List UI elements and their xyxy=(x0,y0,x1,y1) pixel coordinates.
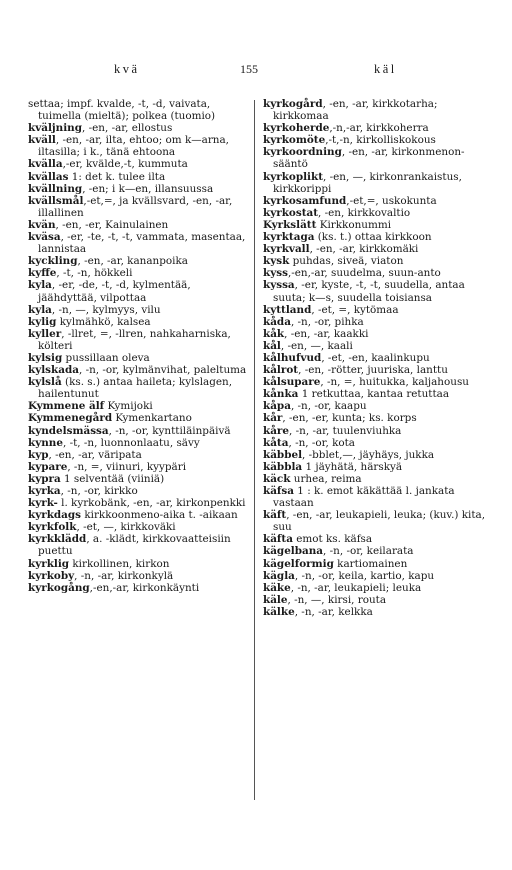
definition: , -n, -ar, tuulenviuhka xyxy=(289,424,402,437)
definition: , -en, kirkkovaltio xyxy=(318,206,411,219)
definition: , -en, -ar, kirkonmenon-sääntö xyxy=(273,146,465,171)
dictionary-entry xyxy=(263,461,489,473)
headword: kyss xyxy=(263,267,288,280)
dictionary-entry xyxy=(28,183,248,195)
definition: , -n, -or, kynttiläinpäivä xyxy=(108,424,231,437)
dictionary-entry xyxy=(263,207,489,219)
definition: , -n, -or, keila, kartio, kapu xyxy=(294,569,435,582)
headword: kyrkosamfund xyxy=(263,194,347,207)
dictionary-entry xyxy=(263,352,489,364)
dictionary-entry xyxy=(263,473,489,485)
headword: kål xyxy=(263,339,281,352)
definition: , -n, -or, kirkko xyxy=(60,485,138,497)
dictionary-entry xyxy=(28,195,248,219)
headword: kyp xyxy=(28,448,49,461)
headword: kväljning xyxy=(28,122,82,135)
definition: , -n, -ar, kirkonkylä xyxy=(74,569,174,582)
definition: , -en, -ar, ilta, ehtoo; om k—arna, iltasilla; i k., tänä ehtoona xyxy=(38,134,229,159)
headword: kyrkoby xyxy=(28,569,75,582)
left-column xyxy=(28,98,248,594)
headword: käfta xyxy=(263,533,293,546)
headword: kväll xyxy=(28,134,56,147)
dictionary-entry xyxy=(263,533,489,545)
definition: , -en, -rötter, juuriska, lanttu xyxy=(298,364,448,377)
right-column xyxy=(263,98,489,618)
definition: , -n, =, huitukka, kaljahousu xyxy=(320,376,469,389)
dictionary-entry xyxy=(28,425,248,437)
dictionary-entry xyxy=(263,98,489,122)
headword: käck xyxy=(263,472,291,485)
dictionary-entry xyxy=(28,570,248,582)
definition: , -en, -ar, väripata xyxy=(48,448,142,461)
definition: kirkollinen, kirkon xyxy=(69,557,170,570)
dictionary-entry xyxy=(28,352,248,364)
definition: , -et, -en, kaalinkupu xyxy=(321,351,430,364)
definition: , -en, -er, kunta; ks. korps xyxy=(282,412,417,425)
headword: kvälla xyxy=(28,158,63,171)
headword: käle xyxy=(263,593,288,606)
dictionary-entry xyxy=(28,316,248,328)
dictionary-entry xyxy=(263,195,489,207)
dictionary-entry xyxy=(263,388,489,400)
definition: , -er, kyste, -t, -t, suudella, antaa suuta; k—s, suudella toisiansa xyxy=(273,279,465,304)
headword: kålhufvud xyxy=(263,351,322,364)
headword: kynne xyxy=(28,436,63,449)
headword: kyrkdags xyxy=(28,509,82,522)
dictionary-entry xyxy=(28,134,248,158)
definition: , -et, =, kytömaa xyxy=(311,303,399,316)
definition: ,-t,-n, kirkolliskokous xyxy=(325,134,436,147)
definition: 1: det k. tulee ilta xyxy=(68,170,166,183)
definition: , -en; i k—en, illansuussa xyxy=(82,182,214,195)
definition: , -en, -ar, leukapieli, leuka; (kuv.) kita, suu xyxy=(273,509,486,534)
guide-word-left: kvä xyxy=(114,62,140,76)
definition: 1 : k. emot käkättää l. jankata vastaan xyxy=(273,485,455,510)
dictionary-entry xyxy=(263,570,489,582)
headword: kylig xyxy=(28,315,57,328)
headword: kyssa xyxy=(263,279,295,292)
definition: , -n, =, viinuri, kyypäri xyxy=(67,460,187,473)
dictionary-entry xyxy=(28,449,248,461)
dictionary-entry xyxy=(28,437,248,449)
dictionary-entry xyxy=(263,582,489,594)
dictionary-entry xyxy=(28,267,248,279)
dictionary-entry xyxy=(28,98,248,122)
definition: l. kyrkobänk, -en, -ar, kirkonpenkki xyxy=(57,497,246,510)
headword: kyndelsmässa xyxy=(28,424,109,437)
dictionary-entry xyxy=(28,509,248,521)
definition: emot ks. käfsa xyxy=(292,533,373,546)
dictionary-entry xyxy=(263,146,489,170)
dictionary-entry xyxy=(28,473,248,485)
page-number: 155 xyxy=(240,62,258,76)
definition: urhea, reima xyxy=(290,472,362,485)
dictionary-entry xyxy=(263,485,489,509)
dictionary-entry xyxy=(263,558,489,570)
headword: kyrk- xyxy=(28,497,58,510)
headword: kyrkklädd xyxy=(28,533,87,546)
headword: kvällsmål xyxy=(28,194,84,207)
headword: kåk xyxy=(263,327,285,340)
definition: , -en, -er, Kainulainen xyxy=(55,218,169,231)
definition: 1 jäyhätä, härskyä xyxy=(302,460,403,473)
dictionary-entry xyxy=(263,134,489,146)
headword: kvällas xyxy=(28,170,69,183)
dictionary-entry xyxy=(263,267,489,279)
headword: kyrkogård xyxy=(263,98,323,110)
definition: , -n, —, kirsi, routa xyxy=(287,593,387,606)
dictionary-entry xyxy=(263,545,489,557)
dictionary-entry xyxy=(263,219,489,231)
headword: kånka xyxy=(263,388,299,401)
definition: , -n, -or, kota xyxy=(288,436,356,449)
definition: , -er, -te, -t, -t, vammata, masentaa, lannistaa xyxy=(38,231,246,256)
headword: kåta xyxy=(263,436,289,449)
headword: kypare xyxy=(28,460,68,473)
headword: kyrktaga xyxy=(263,231,315,244)
definition: pussillaan oleva xyxy=(62,351,150,364)
headword: kyrkoplikt xyxy=(263,170,323,183)
definition: puhdas, siveä, viaton xyxy=(289,255,404,268)
definition: , -en, -ar, kaakki xyxy=(284,327,369,340)
dictionary-entry xyxy=(263,376,489,388)
definition: , -n, -or, pihka xyxy=(290,315,364,328)
definition: , -t, -n, luonnonlaatu, sävy xyxy=(62,436,200,449)
definition: , -llret, =, -llren, nahkaharniska, költeri xyxy=(38,327,231,352)
dictionary-entry xyxy=(263,606,489,618)
page-header xyxy=(0,62,512,78)
definition: Kymenkartano xyxy=(112,412,192,425)
definition: ,-et,=, uskokunta xyxy=(346,194,437,207)
definition: , -en, -ar, kananpoika xyxy=(77,255,188,268)
dictionary-entry xyxy=(28,521,248,533)
definition: , -en, —, kaali xyxy=(280,339,353,352)
definition: , -t, -n, hökkeli xyxy=(56,267,133,280)
headword: kväsa xyxy=(28,231,61,244)
dictionary-entry xyxy=(28,171,248,183)
headword: kägelbana xyxy=(263,545,324,558)
dictionary-entry xyxy=(263,304,489,316)
dictionary-entry xyxy=(28,497,248,509)
headword: käbbla xyxy=(263,460,303,473)
dictionary-entry xyxy=(263,328,489,340)
dictionary-entry xyxy=(263,449,489,461)
headword: kår xyxy=(263,412,283,425)
dictionary-entry xyxy=(28,485,248,497)
dictionary-entry xyxy=(28,122,248,134)
definition: ,-en,-ar, kirkonkäynti xyxy=(89,581,200,594)
definition: Kirkkonummi xyxy=(316,218,392,231)
headword: kyrkoordning xyxy=(263,146,342,159)
definition: ,-et,=, ja kvällsvard, -en, -ar, illallinen xyxy=(38,194,233,219)
definition: Kymijoki xyxy=(104,400,153,413)
definition: 1 selventää (viiniä) xyxy=(60,472,165,485)
headword: kålrot xyxy=(263,364,299,377)
dictionary-entry xyxy=(28,158,248,170)
definition: ,-er, kvälde,-t, kummuta xyxy=(62,158,188,171)
headword: kåre xyxy=(263,424,290,437)
headword: kyrkogång xyxy=(28,581,90,594)
dictionary-entry xyxy=(28,279,248,303)
definition: , -bblet,—, jäyhäys, jukka xyxy=(302,448,435,461)
definition: kartiomainen xyxy=(333,557,408,570)
dictionary-entry xyxy=(28,533,248,557)
definition: (ks. s.) antaa haileta; kylslagen, hailentunut xyxy=(38,376,233,401)
headword: kylsig xyxy=(28,351,63,364)
dictionary-entry xyxy=(263,171,489,195)
headword: kyrkostat xyxy=(263,206,319,219)
column-divider xyxy=(254,100,255,800)
dictionary-entry xyxy=(28,412,248,424)
definition: 1 retkuttaa, kantaa retuttaa xyxy=(298,388,450,401)
headword: Kymmenegård xyxy=(28,412,113,425)
definition: (ks. t.) ottaa kirkkoon xyxy=(314,231,432,244)
headword: kälke xyxy=(263,605,295,618)
dictionary-entry xyxy=(28,461,248,473)
headword: kägla xyxy=(263,569,295,582)
headword: kyrkfolk xyxy=(28,521,77,534)
definition: ,-en,-ar, suudelma, suun-anto xyxy=(287,267,441,280)
definition: kirkkoonmeno-aika t. -aikaan xyxy=(81,509,238,522)
headword: kägelformig xyxy=(263,557,334,570)
headword: kåpa xyxy=(263,400,291,413)
headword: kålsupare xyxy=(263,376,321,389)
definition: settaa; impf. kvalde, -t, -d, vaivata, tuimella (mieltä); polkea (tuomio) xyxy=(28,98,216,123)
headword: kyrkvall xyxy=(263,243,310,256)
dictionary-entry xyxy=(28,364,248,376)
dictionary-entry xyxy=(263,425,489,437)
definition: , -n, -or, kaapu xyxy=(290,400,367,413)
headword: Kyrkslätt xyxy=(263,218,317,231)
definition: , -en, -ar, kirkkotarha; kirkkomaa xyxy=(273,98,438,123)
headword: kyla xyxy=(28,303,52,316)
definition: , -n, -or, kylmänvihat, paleltuma xyxy=(78,364,247,377)
definition: , -er, -de, -t, -d, kylmentää, jäähdyttää, vilpottaa xyxy=(38,279,191,304)
headword: kåda xyxy=(263,315,291,328)
headword: kysk xyxy=(263,255,290,268)
definition: , -et, —, kirkkoväki xyxy=(76,521,176,534)
headword: kvän xyxy=(28,218,56,231)
headword: kyller xyxy=(28,327,62,340)
definition: , -n, -or, keilarata xyxy=(323,545,414,558)
definition: , -en, -ar, kirkkomäki xyxy=(309,243,419,256)
dictionary-entry xyxy=(263,509,489,533)
headword: käfsa xyxy=(263,485,294,497)
headword: kyttland xyxy=(263,303,312,316)
headword: kyrkomöte xyxy=(263,134,326,147)
headword: käbbel xyxy=(263,448,303,461)
headword: kyrklig xyxy=(28,557,70,570)
dictionary-entry xyxy=(263,340,489,352)
headword: kypra xyxy=(28,472,61,485)
dictionary-entry xyxy=(263,279,489,303)
dictionary-entry xyxy=(263,231,489,243)
dictionary-entry xyxy=(28,582,248,594)
definition: ,-n,-ar, kirkkoherra xyxy=(329,122,429,135)
headword: kyrka xyxy=(28,485,61,497)
dictionary-entry xyxy=(263,364,489,376)
dictionary-entry xyxy=(28,219,248,231)
headword: kvällning xyxy=(28,182,83,195)
dictionary-entry xyxy=(263,437,489,449)
dictionary-entry xyxy=(28,255,248,267)
definition: kylmähkö, kalsea xyxy=(56,315,151,328)
headword: kyffe xyxy=(28,267,57,280)
dictionary-entry xyxy=(28,558,248,570)
headword: Kymmene älf xyxy=(28,400,105,413)
dictionary-entry xyxy=(28,231,248,255)
definition: , -en, —, kirkonrankaistus, kirkkorippi xyxy=(273,170,462,195)
dictionary-entry xyxy=(263,316,489,328)
dictionary-entry xyxy=(263,412,489,424)
dictionary-entry xyxy=(28,328,248,352)
definition: , -n, —, kylmyys, vilu xyxy=(51,303,161,316)
definition: , -n, -ar, leukapieli; leuka xyxy=(290,581,422,594)
dictionary-entry xyxy=(263,594,489,606)
dictionary-entry xyxy=(28,304,248,316)
dictionary-entry xyxy=(263,122,489,134)
dictionary-entry xyxy=(28,376,248,400)
headword: kylskada xyxy=(28,364,79,377)
headword: kylslå xyxy=(28,376,62,389)
dictionary-entry xyxy=(263,255,489,267)
guide-word-right: käl xyxy=(374,62,397,76)
headword: käft xyxy=(263,509,287,522)
dictionary-entry xyxy=(263,243,489,255)
headword: kyrkoherde xyxy=(263,122,330,135)
definition: , a. -klädt, kirkkovaatteisiin puettu xyxy=(38,533,231,558)
headword: käke xyxy=(263,581,291,594)
dictionary-entry xyxy=(263,400,489,412)
dictionary-entry xyxy=(28,400,248,412)
headword: kyla xyxy=(28,279,52,292)
headword: kyckling xyxy=(28,255,78,268)
definition: , -n, -ar, kelkka xyxy=(294,605,373,618)
definition: , -en, -ar, ellostus xyxy=(82,122,173,135)
